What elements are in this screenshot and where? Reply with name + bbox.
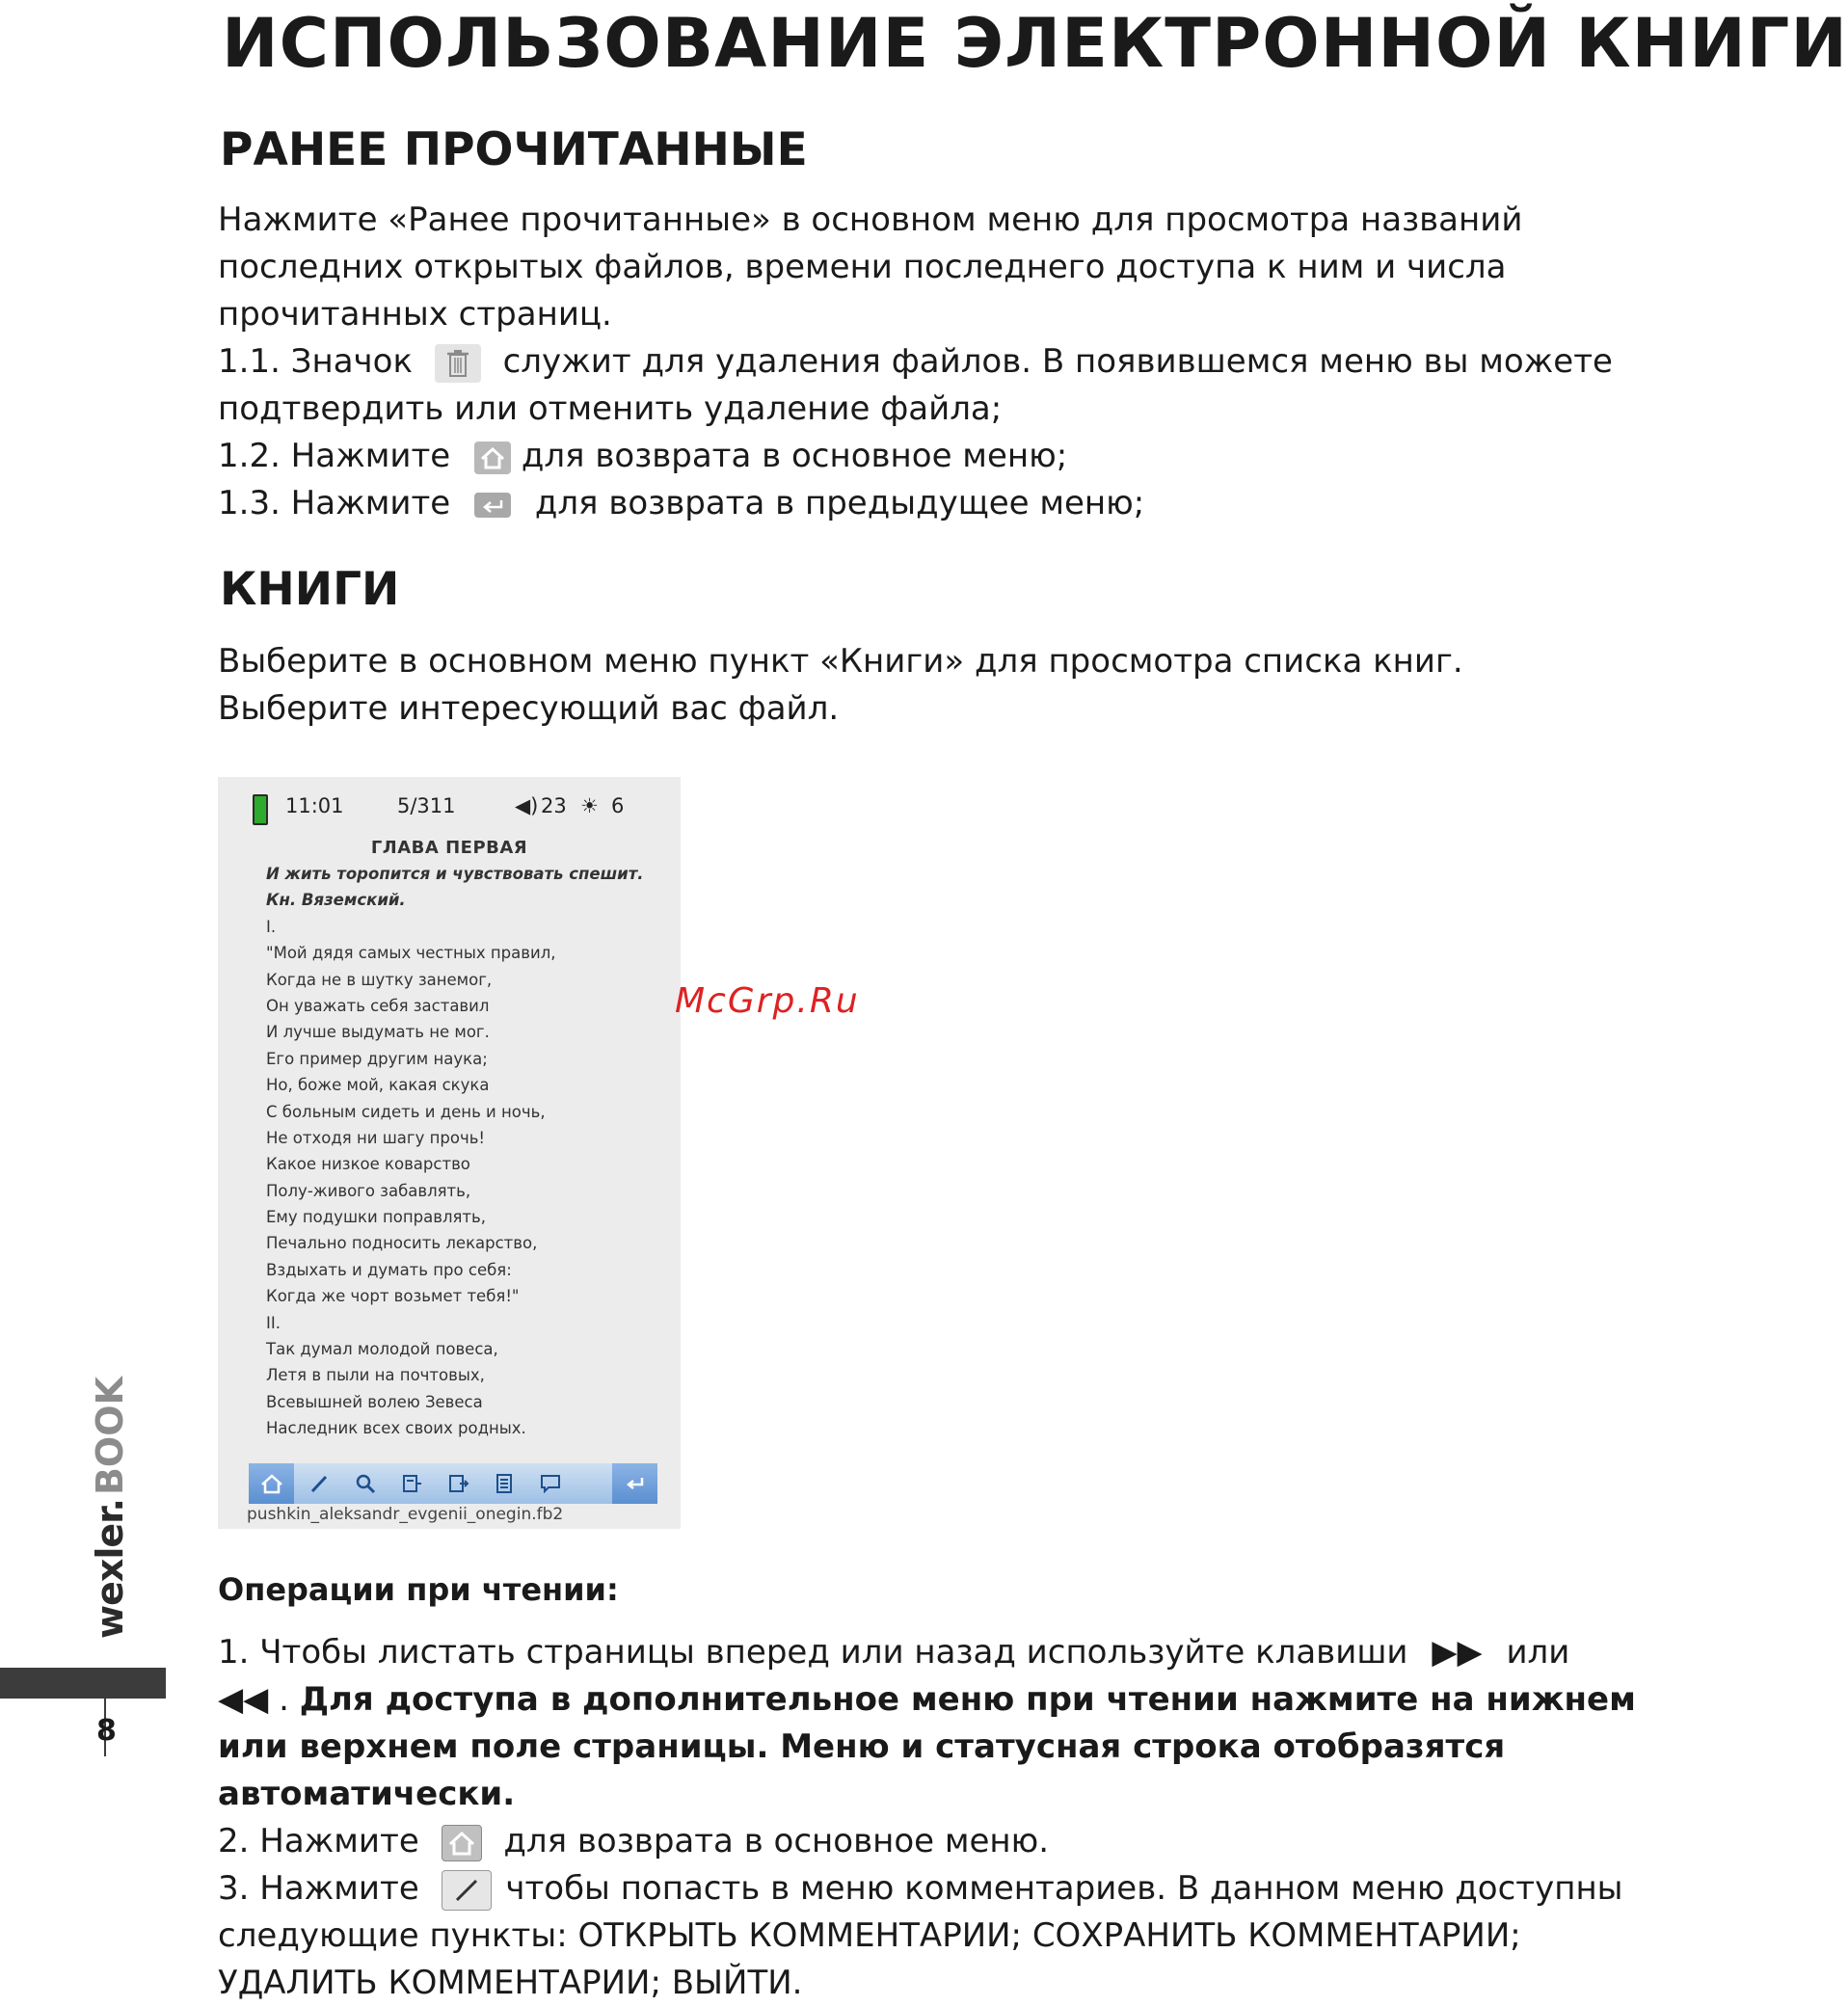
fast-forward-icon: ▶▶ <box>1432 1633 1483 1672</box>
watermark: McGrp.Ru <box>675 981 860 1021</box>
text-line: Не отходя ни шагу прочь! <box>266 1128 486 1147</box>
paragraph-line: Нажмите «Ранее прочитанные» в основном меню для просмотра названий <box>218 201 1523 239</box>
brand-suffix: BOOK <box>89 1377 131 1496</box>
text-line: Печально подносить лекарство, <box>266 1234 538 1253</box>
text-line: Летя в пыли на почтовых, <box>266 1366 485 1385</box>
epigraph: И жить торопится и чувствовать спешит. <box>266 865 644 883</box>
status-time: 11:01 <box>285 794 344 817</box>
trash-icon <box>435 344 481 383</box>
paragraph-line: Выберите интересующий вас файл. <box>218 689 840 728</box>
reading-item-3 <box>218 1865 1623 1913</box>
text-line: Вздыхать и думать про себя: <box>266 1260 512 1279</box>
text-line: Так думал молодой повеса, <box>266 1340 498 1359</box>
speaker-icon: ◀) <box>515 794 539 817</box>
reading-item-1-cont <box>218 1676 1636 1724</box>
reading-item-1-or: или <box>1506 1633 1570 1672</box>
paragraph-line: прочитанных страниц. <box>218 295 612 334</box>
item-home-prefix: 1.2. Нажмите <box>218 437 451 475</box>
item-home-text: для возврата в основное меню; <box>521 437 1068 475</box>
bold-text: автоматически. <box>218 1775 516 1813</box>
reading-item-2-text: для возврата в основное меню. <box>503 1822 1050 1860</box>
chapter-title: ГЛАВА ПЕРВАЯ <box>370 838 528 858</box>
text-line: Он уважать себя заставил <box>266 996 490 1015</box>
rewind-icon: ◀◀ <box>218 1680 269 1719</box>
ereader-screenshot <box>218 777 681 1529</box>
text-line: С больным сидеть и день и ночь, <box>266 1102 546 1121</box>
paragraph-line: следующие пункты: ОТКРЫТЬ КОММЕНТАРИИ; СОХРАНИТЬ КОММЕНТАРИИ; <box>218 1916 1521 1955</box>
paragraph-line: подтвердить или отменить удаление файла; <box>218 389 1003 428</box>
status-bar <box>218 787 681 825</box>
brightness-icon: ☀ <box>580 794 599 817</box>
toolbar-comment-icon[interactable] <box>527 1463 573 1504</box>
status-volume: 23 <box>541 794 567 817</box>
status-brightness: 6 <box>611 794 625 817</box>
brand-logo <box>89 1377 137 1639</box>
toolbar-contents-icon[interactable] <box>481 1463 526 1504</box>
epigraph-author: Кн. Вяземский. <box>266 891 406 910</box>
section-heading-reading: Операции при чтении: <box>218 1571 619 1608</box>
reading-item-3-text: чтобы попасть в меню комментариев. В данном меню доступны <box>505 1869 1623 1908</box>
page-title: ИСПОЛЬЗОВАНИЕ ЭЛЕКТРОННОЙ КНИГИ <box>222 4 1848 83</box>
file-name: pushkin_aleksandr_evgenii_onegin.fb2 <box>247 1505 564 1524</box>
book-text <box>266 835 671 1442</box>
paragraph-line: Выберите в основном меню пункт «Книги» для просмотра списка книг. <box>218 642 1463 681</box>
status-pages: 5/311 <box>397 794 456 817</box>
paragraph-line <box>218 1724 1510 1771</box>
reading-item-2 <box>218 1818 1510 1865</box>
reading-item-1 <box>218 1629 1570 1676</box>
text-line: "Мой дядя самых честных правил, <box>266 944 556 963</box>
toolbar-back-icon[interactable] <box>612 1463 657 1504</box>
section-heading-books: КНИГИ <box>220 563 400 616</box>
section-heading-recent: РАНЕЕ ПРОЧИТАННЫЕ <box>220 123 808 176</box>
text-line: II. <box>266 1313 281 1332</box>
reading-item-3-prefix: 3. Нажмите <box>218 1869 419 1908</box>
item-back-prefix: 1.3. Нажмите <box>218 484 451 522</box>
battery-icon <box>253 794 268 825</box>
item-delete <box>218 338 1613 386</box>
paragraph-line: последних открытых файлов, времени последнего доступа к ним и числа <box>218 248 1507 286</box>
item-delete-prefix: 1.1. Значок <box>218 342 413 381</box>
home-icon <box>442 1825 482 1861</box>
toolbar-pencil-icon[interactable] <box>296 1463 341 1504</box>
page-marker-bar <box>0 1668 166 1699</box>
item-back-text: для возврата в предыдущее меню; <box>534 484 1145 522</box>
text-line: Наследник всех своих родных. <box>266 1419 526 1438</box>
section-recent-body <box>218 197 1613 527</box>
page-number: 8 <box>96 1714 117 1748</box>
back-icon <box>474 493 511 518</box>
reader-toolbar <box>249 1463 657 1504</box>
reading-item-1-bold: Для доступа в дополнительное меню при чтении нажмите на нижнем <box>299 1680 1636 1719</box>
item-back <box>218 480 1510 527</box>
section-reading-body <box>218 1629 1636 2007</box>
item-delete-text: служит для удаления файлов. В появившемся меню вы можете <box>502 342 1613 381</box>
text-line: Когда же чорт возьмет тебя!" <box>266 1287 520 1306</box>
paragraph-line <box>218 1771 1510 1818</box>
pencil-icon <box>442 1870 492 1911</box>
toolbar-home-icon[interactable] <box>249 1463 294 1504</box>
reading-item-1-dot: . <box>279 1680 289 1719</box>
reading-item-2-prefix: 2. Нажмите <box>218 1822 419 1860</box>
toolbar-bookmark-add-icon[interactable] <box>388 1463 434 1504</box>
text-line: И лучше выдумать не мог. <box>266 1023 490 1042</box>
reading-item-1-text: 1. Чтобы листать страницы вперед или назад используйте клавиши <box>218 1633 1408 1672</box>
text-line: Когда не в шутку занемог, <box>266 970 493 989</box>
text-line: Но, боже мой, какая скука <box>266 1076 490 1095</box>
paragraph-line: УДАЛИТЬ КОММЕНТАРИИ; ВЫЙТИ. <box>218 1964 803 2002</box>
section-books-body <box>218 638 1510 733</box>
brand-name: wexler. <box>89 1499 131 1639</box>
bold-text: или верхнем поле страницы. Меню и статусная строка отобразятся <box>218 1727 1506 1766</box>
toolbar-search-icon[interactable] <box>342 1463 388 1504</box>
text-line: Ему подушки поправлять, <box>266 1208 487 1227</box>
item-home <box>218 433 1510 480</box>
text-line: I. <box>266 917 277 936</box>
toolbar-bookmark-go-icon[interactable] <box>435 1463 480 1504</box>
text-line: Всевышней волею Зевеса <box>266 1392 483 1411</box>
text-line: Полу-живого забавлять, <box>266 1181 471 1200</box>
text-line: Его пример другим наука; <box>266 1049 488 1068</box>
home-icon <box>474 442 511 474</box>
text-line: Какое низкое коварство <box>266 1155 470 1174</box>
